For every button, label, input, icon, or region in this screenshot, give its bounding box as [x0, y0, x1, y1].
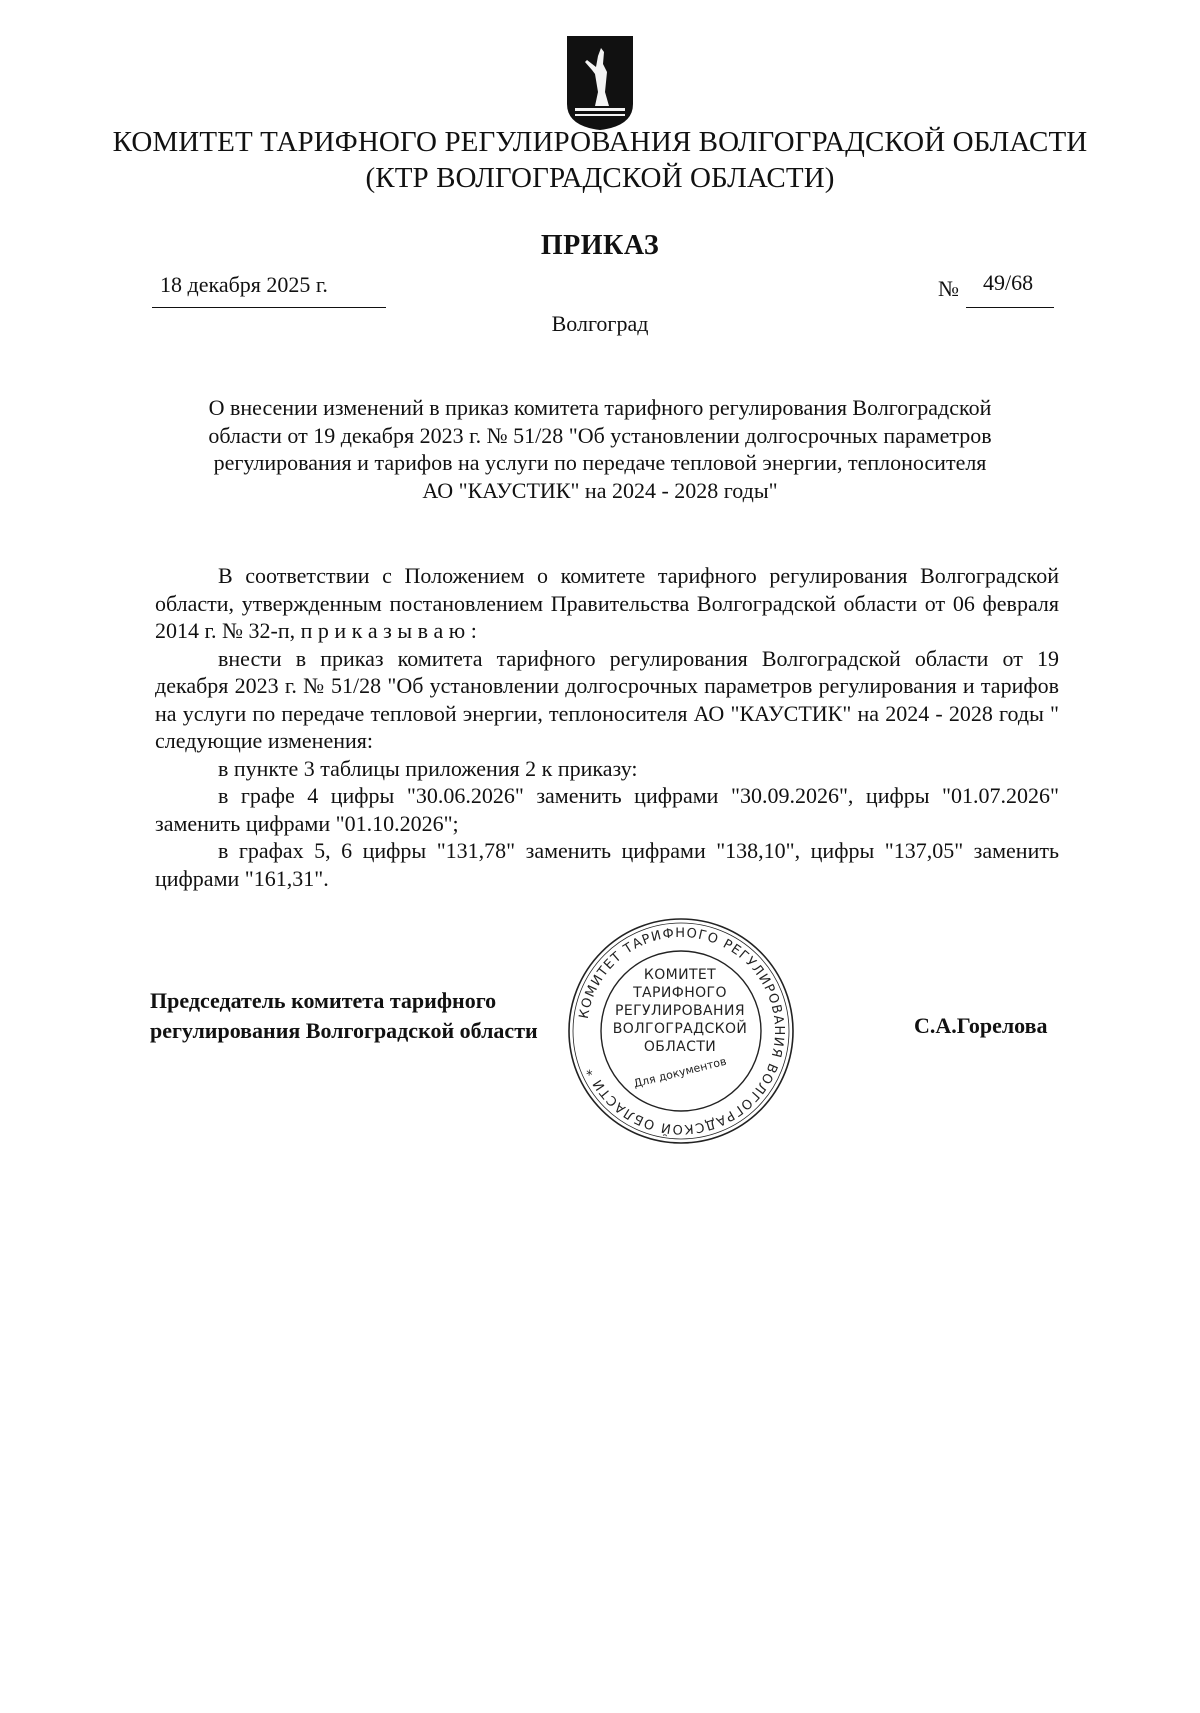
stamp-inner-line: ВОЛГОГРАДСКОЙ [612, 1021, 748, 1037]
subject-line: О внесении изменений в приказ комитета тарифного регулирования Волгоградской [208, 395, 992, 420]
document-subject [140, 394, 1060, 504]
organization-name-line2: (КТР ВОЛГОГРАДСКОЙ ОБЛАСТИ) [365, 162, 835, 194]
stamp-ring-text: КОМИТЕТ ТАРИФНОГО РЕГУЛИРОВАНИЯ ВОЛГОГРАДСКОЙ ОБЛАСТИ * [576, 925, 787, 1137]
date-underline [152, 307, 386, 308]
signatory-title [150, 986, 538, 1046]
document-kind-title: ПРИКАЗ [540, 230, 660, 261]
document-city: Волгоград [551, 311, 649, 336]
body-paragraph-columns56: в графах 5, 6 цифры "131,78" заменить цифрами "138,10", цифры "137,05" заменить цифрами "161,31". [155, 838, 1059, 891]
number-underline [966, 307, 1054, 308]
document-number: 49/68 [983, 270, 1034, 295]
body-paragraph-column4: в графе 4 цифры "30.06.2026" заменить цифрами "30.09.2026", цифры "01.07.2026" заменить цифрами "01.10.2026"; [155, 783, 1059, 836]
document-body [155, 562, 1059, 892]
signatory-title-line1: Председатель комитета тарифного [150, 988, 497, 1013]
subject-line: области от 19 декабря 2023 г. № 51/28 "Об установлении долгосрочных параметров [208, 422, 992, 448]
stamp-inner-line: ОБЛАСТИ [643, 1039, 717, 1055]
stamp-inner-line: ТАРИФНОГО [633, 985, 727, 1001]
body-paragraph-item: в пункте 3 таблицы приложения 2 к приказу: [218, 755, 638, 781]
document-date: 18 декабря 2025 г. [160, 272, 328, 297]
subject-line: регулирования и тарифов на услуги по передаче тепловой энергии, теплоносителя [213, 450, 987, 475]
stamp-sub-text: Для документов [632, 1054, 728, 1091]
volgograd-coat-of-arms-icon [565, 34, 635, 131]
stamp-inner-line: РЕГУЛИРОВАНИЯ [615, 1003, 745, 1019]
document-number-label: № [938, 276, 959, 301]
signatory-title-line2: регулирования Волгоградской области [150, 1018, 538, 1043]
signatory-name: С.А.Горелова [914, 1013, 1048, 1038]
subject-line: АО "КАУСТИК" на 2024 - 2028 годы" [422, 477, 778, 503]
organization-name-line1: КОМИТЕТ ТАРИФНОГО РЕГУЛИРОВАНИЯ ВОЛГОГРАДСКОЙ ОБЛАСТИ [112, 126, 1088, 158]
body-paragraph-basis: В соответствии с Положением о комитете тарифного регулирования Волгоградской области, утвержденным постановлением Правительства Волгоградской области от 06 февраля 2014 г. № 32-п, п р и к а з ы в а ю : [155, 563, 1059, 643]
organization-name [100, 124, 1100, 196]
stamp-inner-line: КОМИТЕТ [643, 967, 717, 983]
body-paragraph-amend: внести в приказ комитета тарифного регулирования Волгоградской области от 19 декабря 2023 г. № 51/28 "Об установлении долгосрочных параметров регулирования и тарифов на услуги по передаче тепловой энергии, теплоносителя АО "КАУСТИК" на 2024 - 2028 годы " следующие изменения: [155, 645, 1059, 753]
stamp-inner-text [600, 966, 760, 1056]
